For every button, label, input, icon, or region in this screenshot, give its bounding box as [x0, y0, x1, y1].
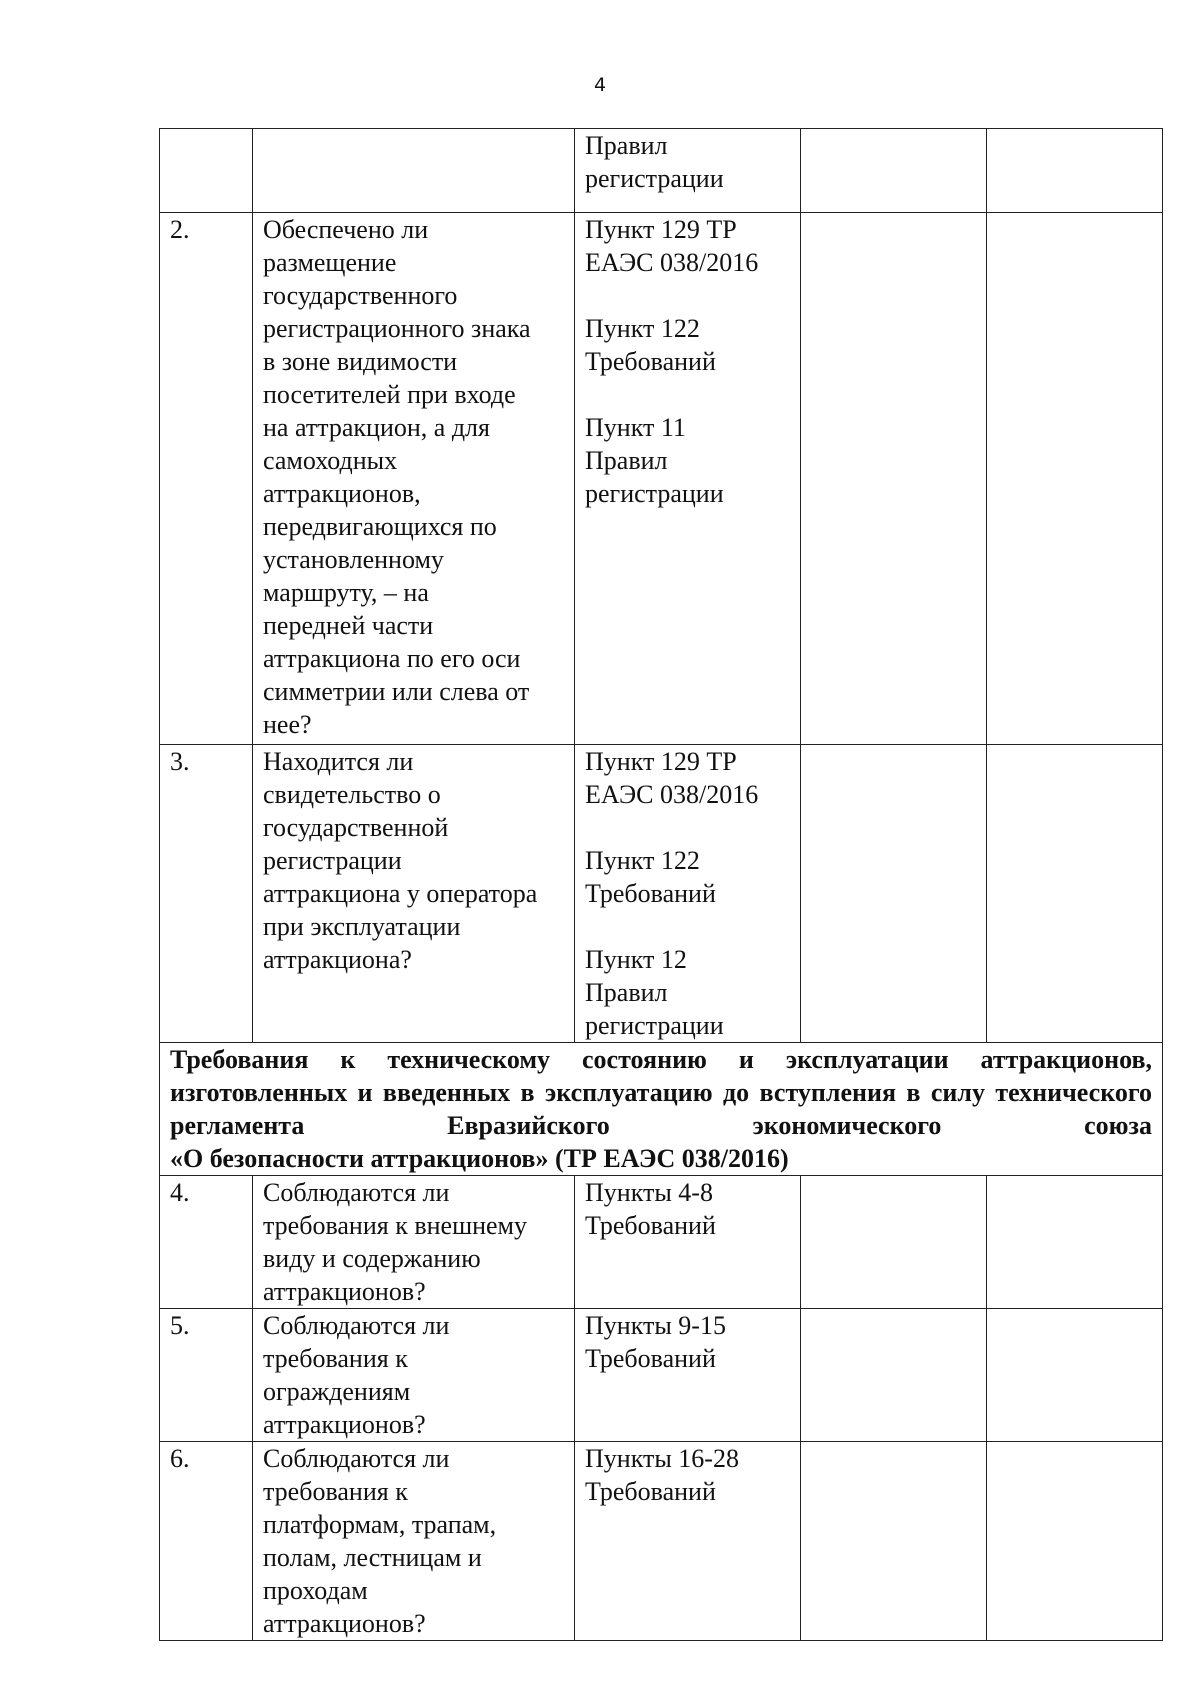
- reference-cell: Пункты 9-15 Требований: [575, 1309, 801, 1442]
- question-cell: Соблюдаются ли требования к внешнему виду и содержанию аттракционов?: [253, 1176, 575, 1309]
- reference-cell: Правил регистрации: [575, 129, 801, 213]
- question-cell: Соблюдаются ли требования к ограждениям аттракционов?: [253, 1309, 575, 1442]
- section-heading-last-line: «О безопасности аттракционов» (ТР ЕАЭС 038/2016): [170, 1144, 789, 1173]
- table-row: [160, 745, 1163, 1043]
- page-number: 4: [593, 74, 607, 96]
- row-number: 6.: [160, 1442, 253, 1641]
- note-cell: [987, 1176, 1163, 1309]
- checklist-table: [159, 128, 1163, 1641]
- reference-cell: Пункты 4-8 Требований: [575, 1176, 801, 1309]
- section-heading-text: Требования к техническому состоянию и эксплуатации аттракционов, изготовленных и введенных в эксплуатацию до вступления в силу технического регламента Евразийского экономического союза: [170, 1045, 1152, 1140]
- answer-cell: [801, 745, 987, 1043]
- row-number: 3.: [160, 745, 253, 1043]
- note-cell: [987, 129, 1163, 213]
- row-number: 2.: [160, 213, 253, 745]
- answer-cell: [801, 213, 987, 745]
- row-number: 5.: [160, 1309, 253, 1442]
- reference-cell: Пункты 16-28 Требований: [575, 1442, 801, 1641]
- answer-cell: [801, 1309, 987, 1442]
- section-heading: [160, 1043, 1163, 1176]
- answer-cell: [801, 1176, 987, 1309]
- table-row: [160, 213, 1163, 745]
- question-cell: Находится ли свидетельство о государственной регистрации аттракциона у оператора при эксплуатации аттракциона?: [253, 745, 575, 1043]
- row-number: 4.: [160, 1176, 253, 1309]
- question-cell: [253, 129, 575, 213]
- note-cell: [987, 1442, 1163, 1641]
- note-cell: [987, 1309, 1163, 1442]
- table-row: [160, 1442, 1163, 1641]
- section-heading-row: [160, 1043, 1163, 1176]
- table-row-continuation: [160, 129, 1163, 213]
- note-cell: [987, 745, 1163, 1043]
- question-cell: Обеспечено ли размещение государственного регистрационного знака в зоне видимости посетителей при входе на аттракцион, а для самоходных аттракционов, передвигающихся по установленному маршруту, – на передней части аттракциона по его оси симметрии или слева от нее?: [253, 213, 575, 745]
- table-row: [160, 1309, 1163, 1442]
- num-cell: [160, 129, 253, 213]
- answer-cell: [801, 129, 987, 213]
- reference-cell: Пункт 129 ТР ЕАЭС 038/2016 Пункт 122 Требований Пункт 11 Правил регистрации: [575, 213, 801, 745]
- answer-cell: [801, 1442, 987, 1641]
- table-row: [160, 1176, 1163, 1309]
- question-cell: Соблюдаются ли требования к платформам, трапам, полам, лестницам и проходам аттракционов?: [253, 1442, 575, 1641]
- reference-cell: Пункт 129 ТР ЕАЭС 038/2016 Пункт 122 Требований Пункт 12 Правил регистрации: [575, 745, 801, 1043]
- note-cell: [987, 213, 1163, 745]
